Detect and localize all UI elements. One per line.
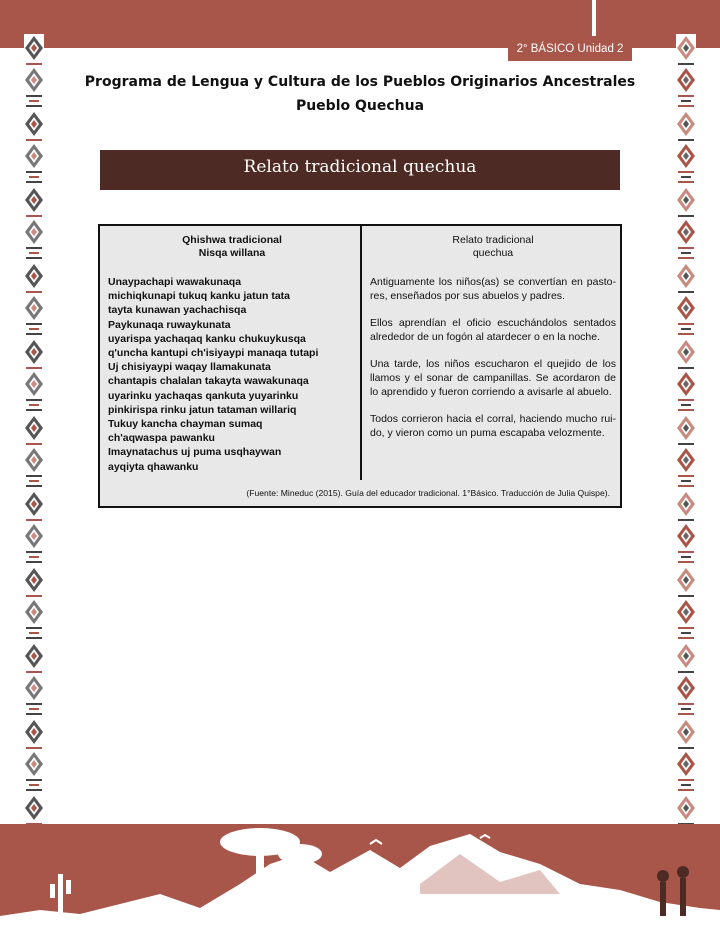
quechua-line: tayta kunawan yachachisqa — [108, 304, 247, 317]
grade-unit-badge: 2° BÁSICO Unidad 2 — [508, 37, 632, 61]
quechua-line: pinkirispa rinku jatun tataman willariq — [108, 403, 297, 416]
spanish-column — [370, 234, 616, 453]
quechua-line: Unaypachapi wawakunaqa — [108, 276, 242, 288]
spanish-heading-2: quechua — [472, 247, 514, 259]
spanish-paragraph: Todos corrieron hacia el corral, haciendo mucho rui-do, y vieron como un puma escapaba velozmente. — [370, 413, 616, 439]
right-woven-border — [676, 34, 696, 824]
quechua-line: Tukuy kancha chayman sumaq — [108, 418, 263, 431]
quechua-line: ch'aqwaspa pawanku — [108, 432, 215, 445]
quechua-line: q'uncha kantupi ch'isiyaypi manaqa tutapi — [108, 347, 319, 360]
left-woven-border — [24, 34, 44, 824]
quechua-line: ayqiyta qhawanku — [108, 460, 199, 473]
spanish-paragraphs — [370, 275, 616, 440]
spanish-paragraph: Una tarde, los niños escucharon el quejido de los llamos y el sonar de campanillas. Se acordaron de lo aprendido y fueron corriendo a avisarle al abuelo. — [370, 358, 616, 398]
quechua-heading-1: Qhishwa tradicional — [182, 234, 282, 246]
quechua-line: uyarispa yachaqaq kanku chukuykusqa — [108, 332, 306, 345]
quechua-lines — [108, 275, 356, 474]
spanish-paragraph: Ellos aprendían el oficio escuchándolos sentados alrededor de un fogón al atardecer o en la noche. — [370, 317, 616, 343]
top-band-notch — [592, 0, 596, 36]
quechua-line: Paykunaqa ruwaykunata — [108, 318, 231, 331]
column-divider — [360, 226, 362, 480]
quechua-line: Uj chisiyaypi waqay llamakunata — [108, 361, 271, 374]
bottom-landscape-illustration — [0, 824, 720, 932]
quechua-heading-2: Nisqa willana — [198, 247, 266, 259]
program-title: Programa de Lengua y Cultura de los Pueblos Originarios Ancestrales — [84, 74, 636, 90]
source-citation: (Fuente: Mineduc (2015). Guía del educador tradicional. 1°Básico. Traducción de Julia Quispe). — [246, 488, 610, 498]
people-subtitle: Pueblo Quechua — [295, 98, 425, 114]
quechua-line: chantapis chalalan takayta wawakunaqa — [108, 375, 309, 388]
spanish-heading-1: Relato tradicional — [452, 234, 534, 246]
quechua-line: uyarinku yachaqas qankuta yuyarinku — [108, 389, 299, 402]
bilingual-text-box — [98, 224, 622, 508]
quechua-line: michiqkunapi tukuq kanku jatun tata — [108, 290, 291, 303]
quechua-column — [108, 234, 356, 474]
spanish-paragraph: Antiguamente los niños(as) se convertían en pasto-res, enseñados por sus abuelos y padres. — [370, 276, 616, 302]
quechua-line: Imaynatachus uj puma usqhaywan — [108, 446, 282, 459]
section-title-bar: Relato tradicional quechua — [100, 150, 620, 190]
